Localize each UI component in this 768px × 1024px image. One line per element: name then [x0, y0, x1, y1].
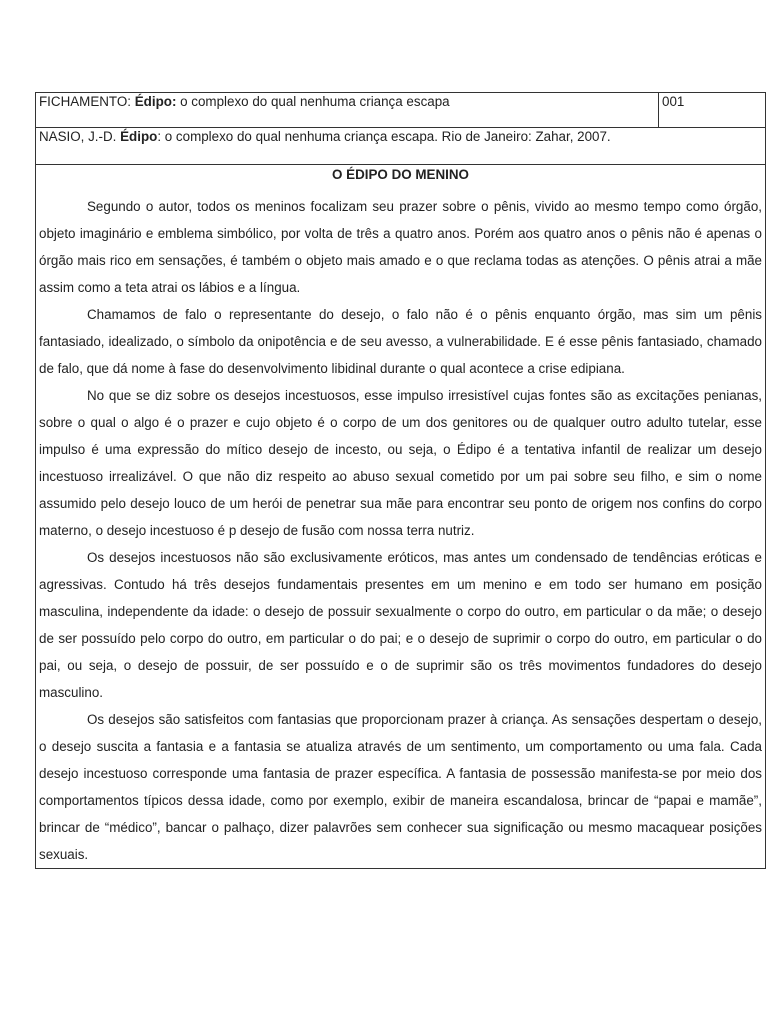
paragraph-4: Os desejos incestuosos não são exclusivamente eróticos, mas antes um condensado de tendências eróticas e agressivas. Contudo há três desejos fundamentais presentes em um menino e em todo ser humano em posição masculina, independente da idade: o desejo de possuir sexualmente o corpo do outro, em particular o da mãe; o desejo de ser possuído pelo corpo do outro, em particular o do pai; e o desejo de suprimir o corpo do outro, em particular o do pai, ou seja, o desejo de possuir, de ser possuído e o de suprimir são os três movimentos fundadores do desejo masculino.: [39, 550, 762, 700]
book-title-bold: Édipo:: [134, 94, 177, 109]
reference-rest: : o complexo do qual nenhuma criança escapa. Rio de Janeiro: Zahar, 2007.: [157, 129, 611, 144]
fichamento-title: [36, 93, 659, 128]
paragraph-5: Os desejos são satisfeitos com fantasias que proporcionam prazer à criança. As sensações despertam o desejo, o desejo suscita a fantasia e a fantasia se atualiza através de um sentimento, um comportamento ou uma fala. Cada desejo incestuoso corresponde uma fantasia de prazer específica. A fantasia de possessão manifesta-se por meio dos comportamentos típicos dessa idade, como por exemplo, exibir de maneira escandalosa, brincar de “papai e mamãe”, brincar de “médico”, bancar o palhaço, dizer palavrões sem conhecer sua significação ou mesmo macaquear posições sexuais.: [39, 712, 762, 862]
paragraph-2: Chamamos de falo o representante do desejo, o falo não é o pênis enquanto órgão, mas sim um pênis fantasiado, idealizado, o símbolo da onipotência e de seu avesso, a vulnerabilidade. E é esse pênis fantasiado, chamado de falo, que dá nome à fase do desenvolvimento libidinal durante o qual acontece a crise edipiana.: [39, 307, 762, 376]
document-sheet: [35, 92, 766, 869]
header-row: [36, 93, 766, 128]
paragraph-3: No que se diz sobre os desejos incestuosos, esse impulso irresistível cujas fontes são as excitações penianas, sobre o qual o algo é o prazer e cujo objeto é o corpo de um dos genitores ou de qualquer outro adulto tutelar, esse impulso é uma expressão do mítico desejo de incesto, ou seja, o Édipo é a tentativa infantil de realizar um desejo incestuoso irrealizável. O que não diz respeito ao abuso sexual cometido por um pai sobre seu filho, e sim o nome assumido pelo desejo louco de um herói de penetrar sua mãe para encontrar seu ponto de origem nos confins do corpo materno, o desejo incestuoso é p desejo de fusão com nossa terra nutriz.: [39, 388, 762, 538]
content-box: [35, 165, 766, 869]
fichamento-label: FICHAMENTO:: [39, 94, 132, 109]
header-table: [35, 92, 766, 165]
reference-row: [36, 128, 766, 165]
record-number: [659, 93, 766, 128]
paragraph-1: Segundo o autor, todos os meninos focalizam seu prazer sobre o pênis, vivido ao mesmo tempo como órgão, objeto imaginário e emblema simbólico, por volta de três a quatro anos. Porém aos quatro anos o pênis não é apenas o órgão mais rico em sensações, é também o objeto mais amado e o que reclama todas as atenções. O pênis atrai a mãe assim como a teta atrai os lábios e a língua.: [39, 199, 762, 295]
record-number-text: 001: [662, 94, 685, 109]
section-title: O ÉDIPO DO MENINO: [332, 167, 469, 182]
bibliographic-reference: [36, 128, 766, 165]
reference-title-bold: Édipo: [120, 129, 158, 144]
book-title-rest: o complexo do qual nenhuma criança escapa: [176, 94, 450, 109]
reference-author: NASIO, J.-D.: [39, 129, 121, 144]
